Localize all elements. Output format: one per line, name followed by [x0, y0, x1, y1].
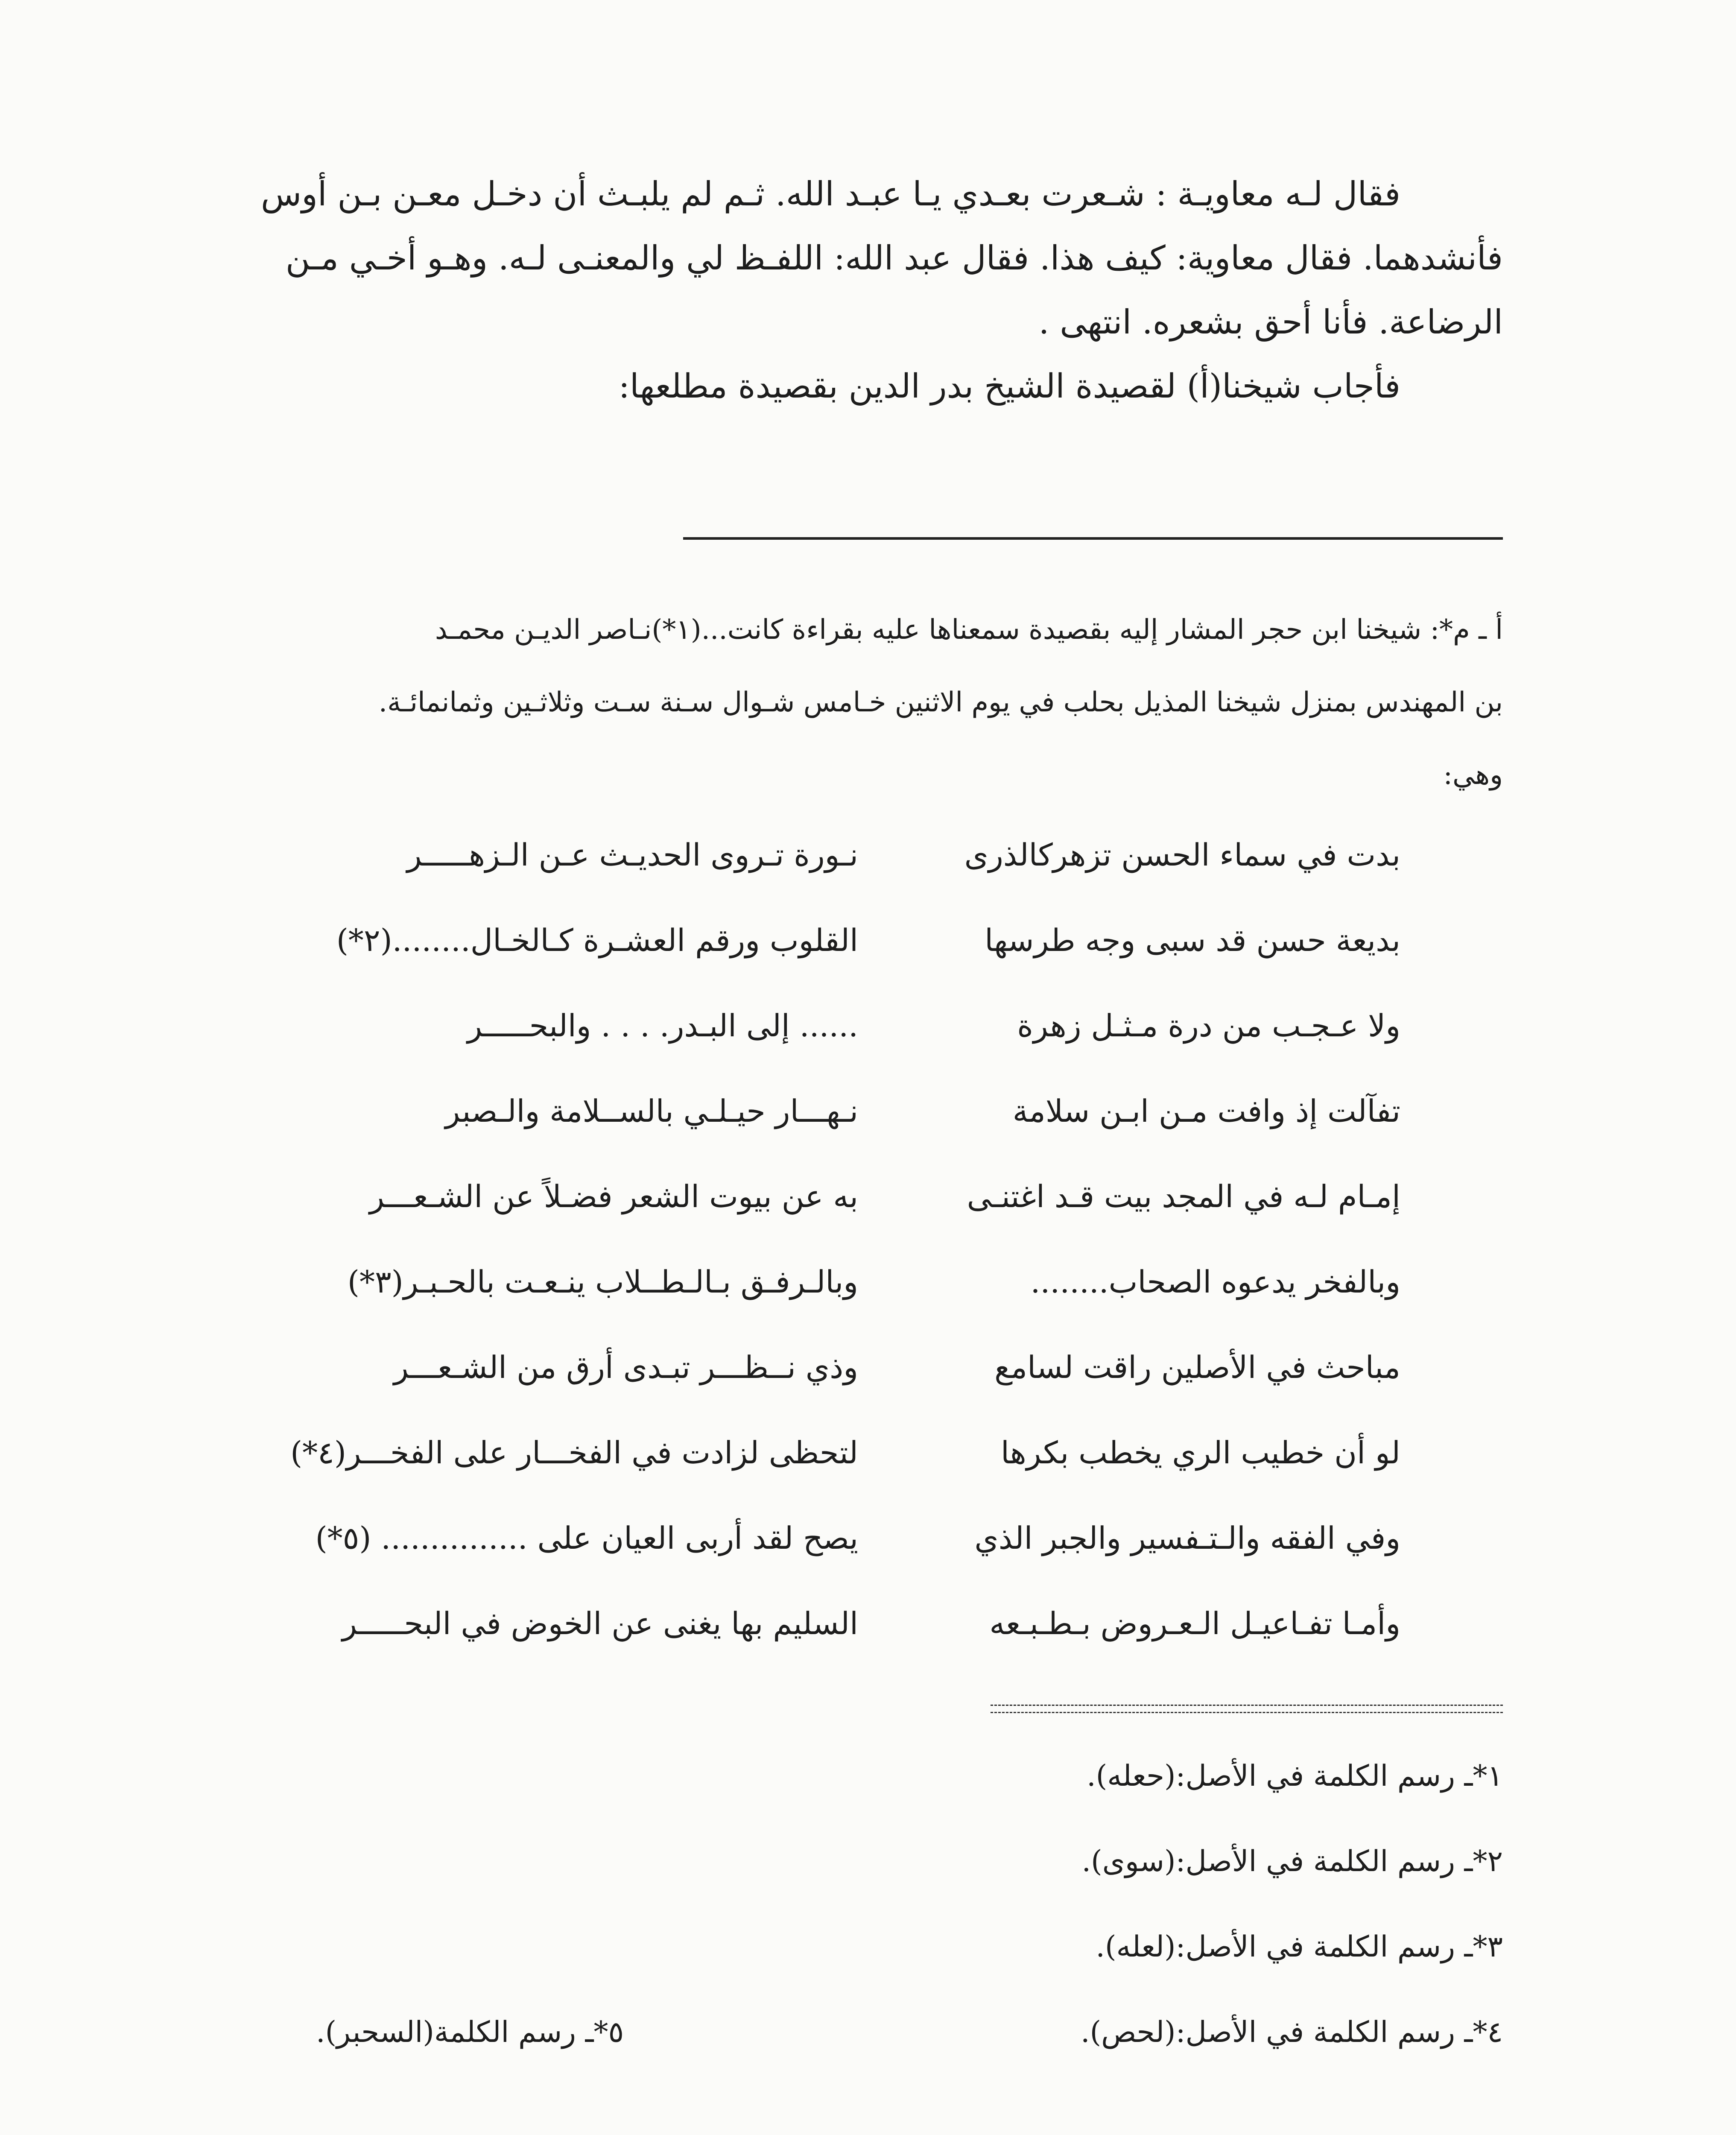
footnote-line: أ ـ م*: شيخنا ابن حجر المشار إليه بقصيدة سمعناها عليه بقراءة كانت...(١*)نـاصر الديـن محمـد	[435, 614, 1503, 646]
verse-second-hemistich: السليم بها يغنى عن الخوض في البحـــــر	[342, 1606, 858, 1641]
footnote: ٣*ـ رسم الكلمة في الأصل:(لعله).	[1096, 1930, 1503, 1964]
verse-first-hemistich: مباحث في الأصلين راقت لسامع	[994, 1349, 1400, 1385]
verse-first-hemistich: لو أن خطيب الري يخطب بكرها	[1000, 1435, 1400, 1471]
verse-second-hemistich: لتحظى لزادت في الفخـــار على الفخـــر(٤*)	[290, 1435, 858, 1471]
verse-second-hemistich: نـورة تـروى الحديـث عـن الـزهـــــر	[406, 837, 858, 873]
verse	[188, 1349, 1503, 1435]
body-line: فقال لـه معاويـة : شـعرت بعـدي يـا عبـد الله. ثـم لم يلبـث أن دخـل معـن بـن أوس	[261, 175, 1400, 214]
verse-first-hemistich: تفآلت إذ وافت مـن ابـن سلامة	[1012, 1093, 1400, 1129]
verse	[188, 837, 1503, 922]
verse-first-hemistich: وبالفخر يدعوه الصحاب........	[1030, 1264, 1400, 1300]
footnote-line: بن المهندس بمنزل شيخنا المذيل بحلب في يوم الاثنين خـامس شـوال سـنة سـت وثلاثـين وثمانمائـة.	[378, 687, 1503, 718]
section-divider	[683, 537, 1503, 540]
verse-second-hemistich: وذي نــظـــر تبـدى أرق من الشـعـــر	[394, 1349, 858, 1385]
verse-second-hemistich: يصح لقد أربى العيان على ............... (٥*)	[315, 1520, 858, 1556]
verse-first-hemistich: إمـام لـه في المجد بيت قـد اغتنـى	[967, 1179, 1400, 1214]
body-line: الرضاعة. فأنا أحق بشعره. انتهى .	[1038, 303, 1503, 342]
verse	[188, 1179, 1503, 1264]
verse-first-hemistich: وفي الفقه والـتـفسير والجبر الذي	[974, 1520, 1400, 1556]
verse	[188, 1520, 1503, 1606]
verse	[188, 1435, 1503, 1520]
body-text	[188, 162, 1503, 418]
notes-divider	[991, 1705, 1503, 1713]
body-line: فأنشدهما. فقال معاوية: كيف هذا. فقال عبد الله: اللفـظ لي والمعنـى لـه. وهـو أخـي مـن	[285, 239, 1503, 278]
verse-second-hemistich: به عن بيوت الشعر فضـلاً عن الشـعـــر	[369, 1179, 858, 1214]
body-line: فأجاب شيخنا(أ) لقصيدة الشيخ بدر الدين بقصيدة مطلعها:	[618, 367, 1400, 406]
footnote: ٢*ـ رسم الكلمة في الأصل:(سوى).	[1081, 1845, 1503, 1878]
verse	[188, 922, 1503, 1008]
verse-first-hemistich: بديعة حسن قد سبى وجه طرسها	[985, 922, 1400, 958]
footnote: ٤*ـ رسم الكلمة في الأصل:(لحص).	[1080, 2015, 1503, 2049]
verse-first-hemistich: بدت في سماء الحسن تزهركالذرى	[964, 837, 1400, 873]
verse-second-hemistich: وبالـرفـق بـالـطــلاب ينـعـت بالحـبـر(٣*)	[347, 1264, 858, 1300]
verse-first-hemistich: وأمـا تفـاعيـل الـعـروض بـطـبـعه	[989, 1606, 1400, 1641]
verse	[188, 1093, 1503, 1179]
verse	[188, 1264, 1503, 1349]
verse-second-hemistich: ...... إلى البـدر. . . . والبحـــــر	[467, 1008, 858, 1044]
verse	[188, 1008, 1503, 1093]
verse-first-hemistich: ولا عـجـب من درة مـثـل زهرة	[1017, 1008, 1400, 1044]
verse-second-hemistich: القلوب ورقم العشـرة كـالخـال........(٢*)	[336, 922, 858, 958]
verse-second-hemistich: نـهـــار حيـلـي بالســلامة والـصبر	[445, 1093, 858, 1129]
verse	[188, 1606, 1503, 1691]
footnote: ٥*ـ رسم الكلمة(السحبر).	[316, 2015, 624, 2049]
footnote-line: وهي:	[1443, 759, 1503, 791]
footnote: ١*ـ رسم الكلمة في الأصل:(حعله).	[1087, 1759, 1503, 1793]
footnote-a	[188, 594, 1503, 811]
